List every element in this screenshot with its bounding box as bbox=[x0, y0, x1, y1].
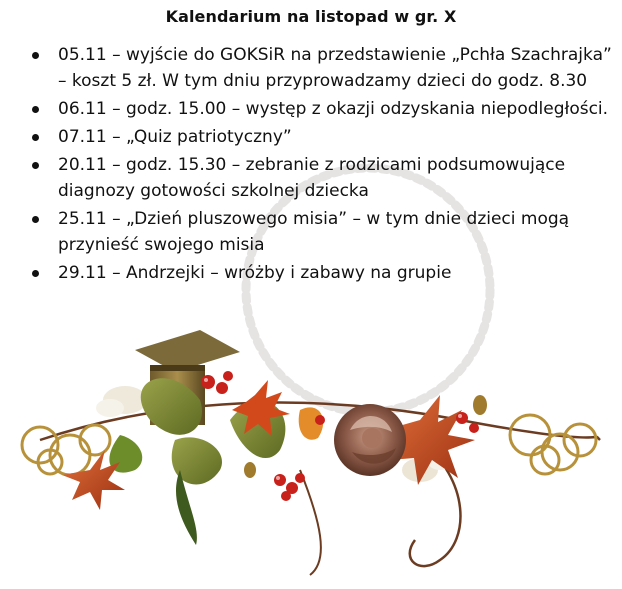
list-item bbox=[28, 260, 618, 286]
event-text: 25.11 – „Dzień pluszowego misia” – w tym dnie dzieci mogą przynieść swojego misia bbox=[58, 209, 570, 255]
list-item bbox=[28, 96, 618, 122]
list-item bbox=[28, 42, 618, 94]
event-text: 20.11 – godz. 15.30 – zebranie z rodzicami podsumowujące diagnozy gotowości szkolnej dziecka bbox=[58, 155, 566, 201]
page-title: Kalendarium na listopad w gr. X bbox=[165, 7, 457, 26]
bullet-icon bbox=[32, 134, 39, 141]
bullet-icon bbox=[32, 52, 39, 59]
list-item bbox=[28, 152, 618, 204]
bullet-icon bbox=[32, 216, 39, 223]
event-text: 06.11 – godz. 15.00 – występ z okazji odzyskania niepodległości. bbox=[58, 99, 609, 119]
event-list bbox=[28, 42, 618, 288]
list-item bbox=[28, 206, 618, 258]
bullet-icon bbox=[32, 162, 39, 169]
event-text: 29.11 – Andrzejki – wróżby i zabawy na grupie bbox=[58, 263, 452, 283]
bullet-icon bbox=[32, 270, 39, 277]
event-text: 05.11 – wyjście do GOKSiR na przedstawienie „Pchła Szachrajka” – koszt 5 zł. W tym dniu przyprowadzamy dzieci do godz. 8.30 bbox=[58, 45, 612, 91]
bullet-icon bbox=[32, 106, 39, 113]
event-text: 07.11 – „Quiz patriotyczny” bbox=[58, 127, 292, 147]
list-item bbox=[28, 124, 618, 150]
autumn-garland-icon bbox=[0, 318, 622, 588]
